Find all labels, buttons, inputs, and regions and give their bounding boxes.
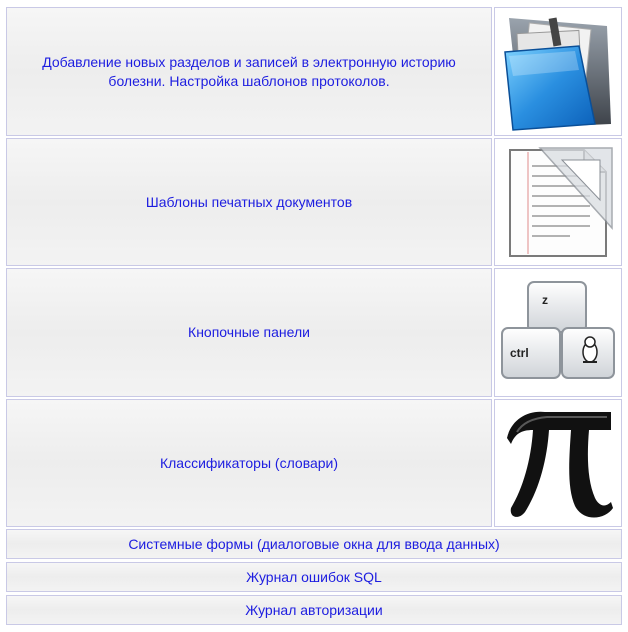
menu-item-classifiers[interactable] xyxy=(6,399,492,527)
menu-item-classifiers-label: Классификаторы (словари) xyxy=(159,454,339,471)
document-template-icon xyxy=(494,138,622,266)
menu-item-auth-log-label: Журнал авторизации xyxy=(245,601,383,618)
menu-item-ehr-sections-label: Добавление новых разделов и записей в электронную историю болезни. Настройка шаблонов протоколов. xyxy=(42,53,456,89)
menu-item-system-forms-label: Системные формы (диалоговые окна для ввода данных) xyxy=(128,535,500,552)
pi-icon xyxy=(494,399,622,527)
folder-icon xyxy=(494,7,622,136)
menu-item-print-templates[interactable] xyxy=(6,138,492,266)
menu-item-ehr-sections[interactable] xyxy=(6,7,492,136)
menu-item-button-panels-label: Кнопочные панели xyxy=(188,324,310,340)
menu-item-system-forms[interactable] xyxy=(6,529,622,559)
menu-item-print-templates-label: Шаблоны печатных документов xyxy=(145,193,353,210)
penguin-icon xyxy=(583,337,597,362)
menu-item-sql-error-log[interactable] xyxy=(6,562,622,592)
z-key-label: z xyxy=(542,292,548,307)
menu-item-auth-log[interactable] xyxy=(6,595,622,625)
menu-item-sql-error-log-label: Журнал ошибок SQL xyxy=(246,568,382,585)
keyboard-keys-icon xyxy=(494,268,622,397)
menu-item-button-panels[interactable] xyxy=(6,268,492,397)
ctrl-key-label: ctrl xyxy=(510,345,529,360)
